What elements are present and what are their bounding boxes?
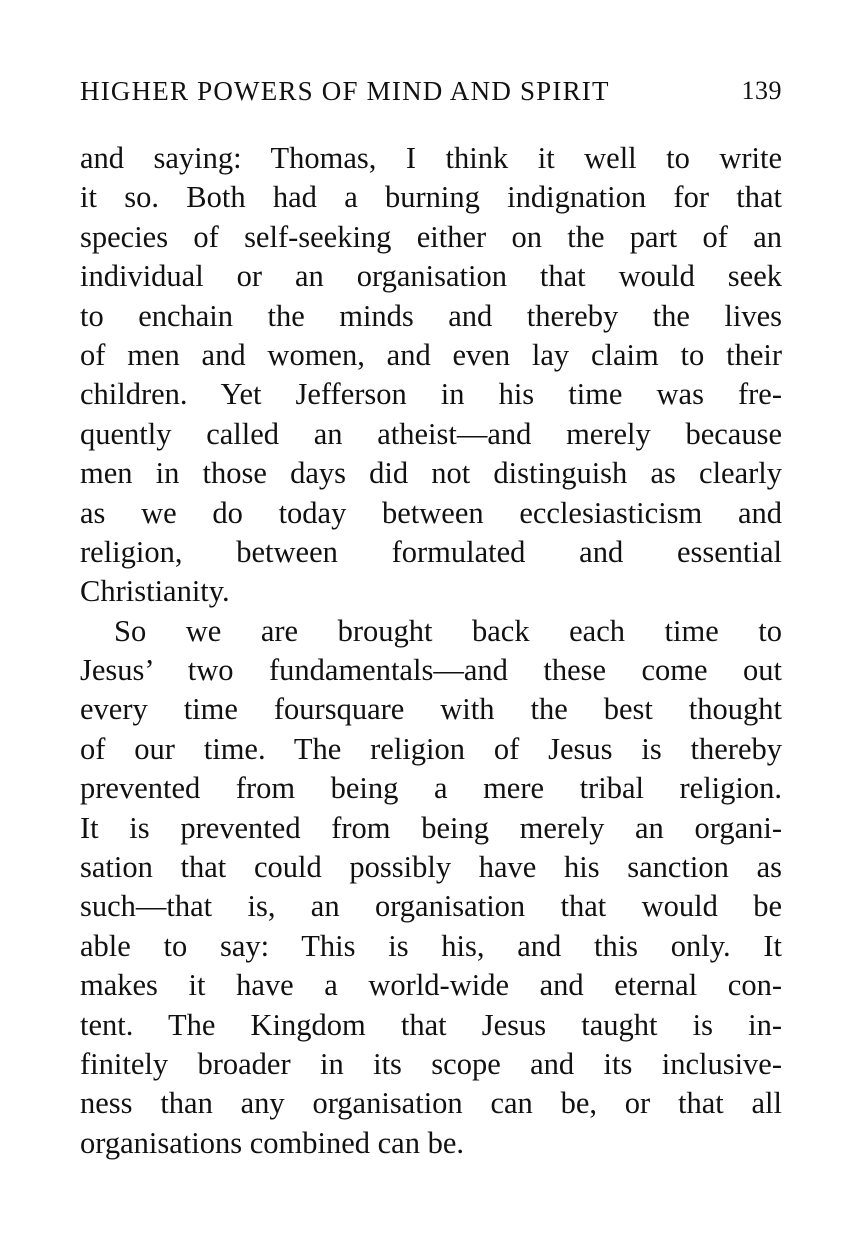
- text-line: religion, between formulated and essential: [80, 534, 782, 569]
- text-line: prevented from being a mere tribal religion.: [80, 771, 782, 806]
- text-line: such—that is, an organisation that would be: [80, 889, 782, 924]
- text-line: sation that could possibly have his sanction as: [80, 850, 782, 885]
- text-line: Jesus’ two fundamentals—and these come out: [80, 653, 782, 688]
- text-line: finitely broader in its scope and its inclusive-: [80, 1046, 782, 1081]
- text-line: to enchain the minds and thereby the lives: [80, 298, 782, 333]
- text-line: ness than any organisation can be, or that all: [80, 1086, 782, 1121]
- text-line: of men and women, and even lay claim to their: [80, 337, 782, 372]
- text-line: able to say: This is his, and this only. It: [80, 928, 782, 963]
- page-number: 139: [741, 76, 782, 105]
- paragraph-1: [80, 139, 782, 612]
- text-line: every time foursquare with the best thought: [80, 692, 782, 727]
- body-text: [80, 139, 782, 1163]
- text-line: individual or an organisation that would seek: [80, 259, 782, 294]
- text-line: and saying: Thomas, I think it well to write: [80, 141, 782, 175]
- text-line: quently called an atheist—and merely because: [80, 416, 782, 451]
- text-line: men in those days did not distinguish as clearly: [80, 456, 782, 491]
- text-line: species of self-seeking either on the part of an: [80, 219, 782, 254]
- text-line: it so. Both had a burning indignation for that: [80, 180, 782, 215]
- running-header: [80, 74, 782, 108]
- text-line: Christianity.: [80, 574, 230, 609]
- text-line: of our time. The religion of Jesus is thereby: [80, 731, 782, 766]
- text-line: tent. The Kingdom that Jesus taught is in-: [80, 1007, 782, 1042]
- text-line: organisations combined can be.: [80, 1125, 464, 1160]
- running-header-title: HIGHER POWERS OF MIND AND SPIRIT: [80, 76, 610, 106]
- paragraph-2: [80, 612, 782, 1163]
- text-line: children. Yet Jefferson in his time was fre-: [80, 377, 782, 412]
- text-line: So we are brought back each time to: [114, 613, 782, 648]
- text-line: It is prevented from being merely an organi-: [80, 810, 782, 845]
- text-line: as we do today between ecclesiasticism and: [80, 495, 782, 530]
- text-line: makes it have a world-wide and eternal con-: [80, 968, 782, 1003]
